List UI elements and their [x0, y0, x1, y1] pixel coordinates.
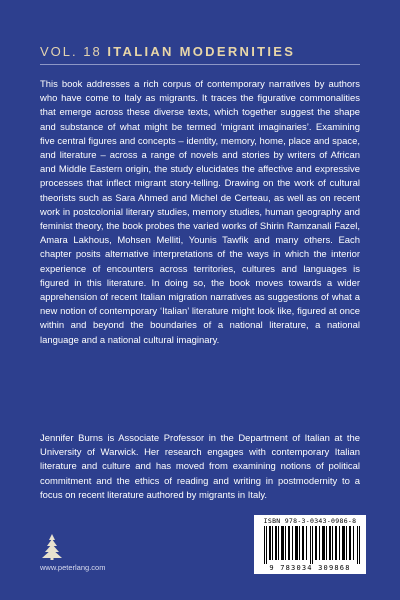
barcode-bars [262, 526, 362, 564]
series-volume: VOL. 18 [40, 44, 102, 59]
author-bio-text: Jennifer Burns is Associate Professor in the Department of Italian at the University of Warwick. Her research engages with contemporary Italian literature and culture and has moved from examining notions of political commitment and the ethics of reading and writing in postmodernity to a focus on recent literature authored by migrants in Italy. [40, 433, 360, 501]
barcode-digits: 9 783034 309868 [269, 564, 351, 572]
publisher-website: www.peterlang.com [40, 563, 106, 572]
peter-lang-tree-logo-icon [40, 533, 64, 561]
description-text: This book addresses a rich corpus of contemporary narratives by authors who have come to Italy as migrants. It traces the figurative commonalities that emerge across these diverse texts, which together suggest the shape and substance of what might be termed ‘migrant imaginaries’. Examining five central figures and concepts – identity, memory, home, place and space, and literature – across a range of novels and stories by writers of African and Middle Eastern origin, the study elucidates the affective and expressive processes that inflect migrant story-telling. Drawing on the work of cultural theorists such as Sara Ahmed and Michel de Certeau, as well as on recent work in postcolonial literary studies, memory studies, human geography and feminist theory, the book probes the varied works of Shirin Ramzanali Fazel, Amara Lakhous, Mohsen Melliti, Younis Tawfik and many others. Each chapter posits alternative interpretations of the ways in which the interior experience of encounters across territories, cultures and languages is figured in this literature. In doing so, the book moves towards a wider apprehension of recent Italian migration narratives as suggestions of what a new notion of contemporary ‘Italian’ literature might look like, figured at once within and beyond the boundaries of a national literature, a national language and a national cultural imaginary. [40, 79, 360, 346]
author-biography [40, 432, 360, 503]
isbn-barcode [254, 515, 366, 574]
isbn-number: ISBN 978-3-0343-0986-8 [263, 517, 357, 525]
series-heading [40, 44, 370, 59]
series-title: ITALIAN MODERNITIES [107, 44, 296, 59]
book-description [40, 78, 360, 348]
series-divider [40, 64, 360, 65]
